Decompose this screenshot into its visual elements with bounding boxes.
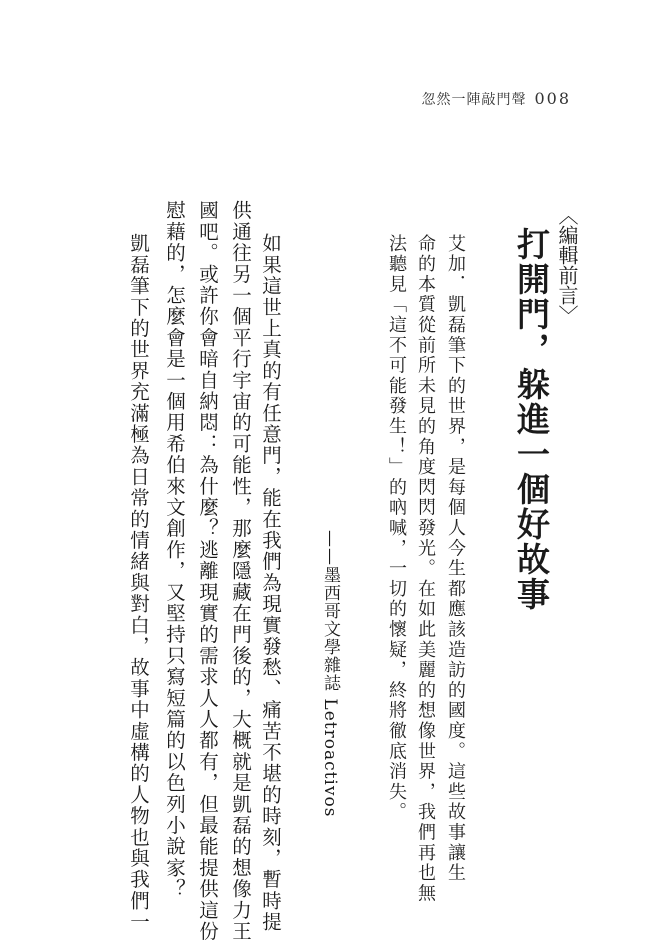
page-title: 打開門，躲進一個好故事	[512, 227, 551, 612]
running-title: 忽然一陣敲門聲	[421, 92, 527, 108]
quote-line: 法聽見「這不可能發生！」的吶喊，一切的懷疑，終將徹底消失。	[386, 234, 407, 823]
quote-attribution: ——墨西哥文學雜誌 Letroactivos	[320, 530, 340, 818]
section-label: 〈編輯前言〉	[555, 205, 579, 325]
quote-line: 艾加．凱磊筆下的世界，是每個人今生都應該造訪的國度。這些故事讓生	[445, 234, 466, 884]
body-line: 慰藉的，怎麼會是一個用希伯來文創作，又堅持只寫短篇的以色列小說家？	[163, 200, 186, 900]
body-line: 凱磊筆下的世界充滿極為日常的情緒與對白，故事中虛構的人物也與我們一	[127, 233, 150, 933]
page-number: 008	[534, 89, 571, 108]
body-line: 供通往另一個平行宇宙的可能性，那麼隱藏在門後的，大概就是凱磊的想像力王	[229, 200, 252, 942]
body-line: 如果這世上真的有任意門，能在我們為現實發愁、痛苦不堪的時刻，暫時提	[259, 233, 282, 933]
quote-line: 命的本質從前所未見的角度閃閃發光。在如此美麗的想像世界，我們再也無	[415, 234, 436, 904]
body-line: 國吧。或許你會暗自納悶：為什麼？逃離現實的需求人人都有，但最能提供這份	[196, 200, 219, 942]
running-header	[421, 89, 571, 109]
